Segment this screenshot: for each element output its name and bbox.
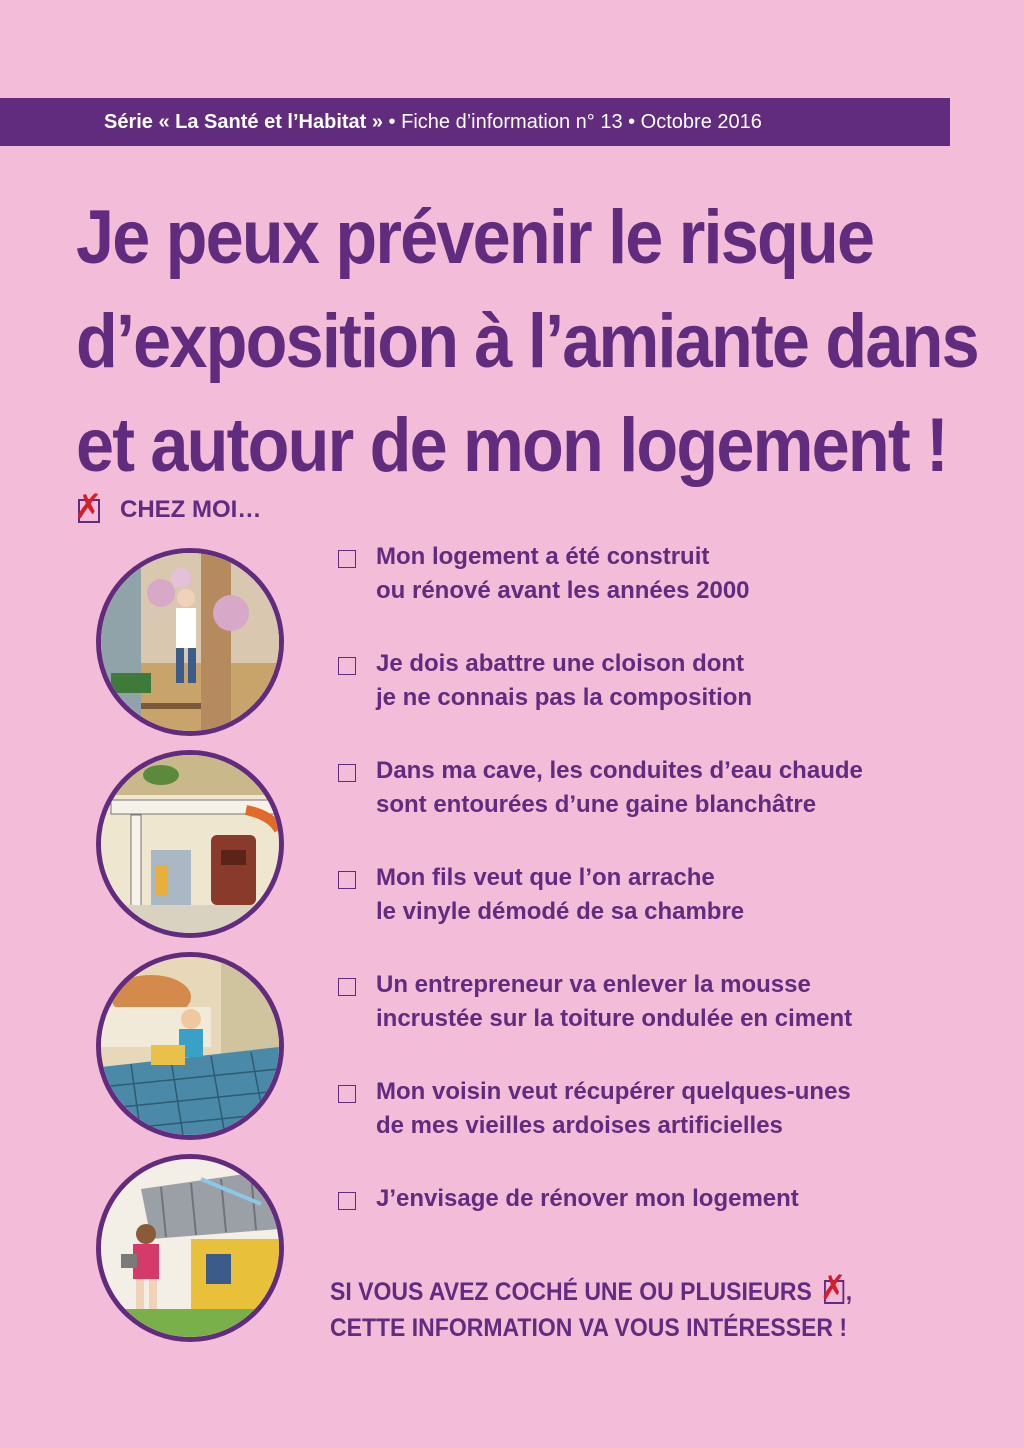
checklist-item[interactable]: [338, 540, 978, 647]
checklist: [338, 540, 978, 1289]
checked-box-icon: ✗: [820, 1268, 847, 1308]
page-title: [76, 186, 978, 498]
checkbox[interactable]: [338, 978, 356, 996]
checkbox[interactable]: [338, 1192, 356, 1210]
conclusion: [330, 1268, 937, 1346]
checklist-item[interactable]: [338, 861, 978, 968]
checklist-item[interactable]: [338, 754, 978, 861]
checkbox[interactable]: [338, 871, 356, 889]
checkbox[interactable]: [338, 1085, 356, 1103]
illustration-cellar-pipes: [96, 750, 284, 938]
checklist-item-text: J’envisage de rénover mon logement: [376, 1185, 799, 1212]
section-header: [74, 487, 262, 527]
checklist-item-text: Je dois abattre une cloison dont je ne connais pas la composition: [376, 650, 753, 711]
section-label: CHEZ MOI…: [120, 496, 262, 523]
checklist-item-text: Mon fils veut que l’on arrache le vinyle démodé de sa chambre: [376, 864, 745, 925]
illustration-wall-demolition: [96, 548, 284, 736]
checkbox[interactable]: [338, 550, 356, 568]
checklist-item[interactable]: [338, 1182, 978, 1289]
illustration-vinyl-floor: [96, 952, 284, 1140]
title-line-2: d’exposition à l’amiante dans: [76, 299, 978, 384]
title-line-3: et autour de mon logement !: [76, 403, 948, 488]
checklist-item-text: Mon voisin veut récupérer quelques-unes de mes vieilles ardoises artificielles: [376, 1078, 851, 1139]
title-line-1: Je peux prévenir le risque: [76, 195, 874, 280]
checklist-item[interactable]: [338, 968, 978, 1075]
checklist-item[interactable]: [338, 647, 978, 754]
checklist-item-text: Un entrepreneur va enlever la mousse incrustée sur la toiture ondulée en ciment: [376, 971, 853, 1032]
checklist-item[interactable]: [338, 1075, 978, 1182]
series-banner: [0, 98, 950, 146]
checklist-item-text: Dans ma cave, les conduites d’eau chaude sont entourées d’une gaine blanchâtre: [376, 757, 863, 818]
conclusion-text-a: SI VOUS AVEZ COCHÉ UNE OU PLUSIEURS: [330, 1278, 812, 1306]
checkbox[interactable]: [338, 764, 356, 782]
series-info: • Fiche d’information n° 13 • Octobre 2016: [383, 110, 762, 133]
conclusion-line-1: [330, 1268, 937, 1310]
conclusion-comma: ,: [845, 1278, 853, 1306]
checkbox[interactable]: [338, 657, 356, 675]
series-name: Série « La Santé et l’Habitat »: [104, 110, 383, 133]
checklist-item-text: Mon logement a été construit ou rénové avant les années 2000: [376, 543, 750, 604]
conclusion-line-2: CETTE INFORMATION VA VOUS INTÉRESSER !: [330, 1314, 848, 1342]
illustration-roof-cleaning: [96, 1154, 284, 1342]
checked-box-icon: ✗: [74, 487, 103, 527]
